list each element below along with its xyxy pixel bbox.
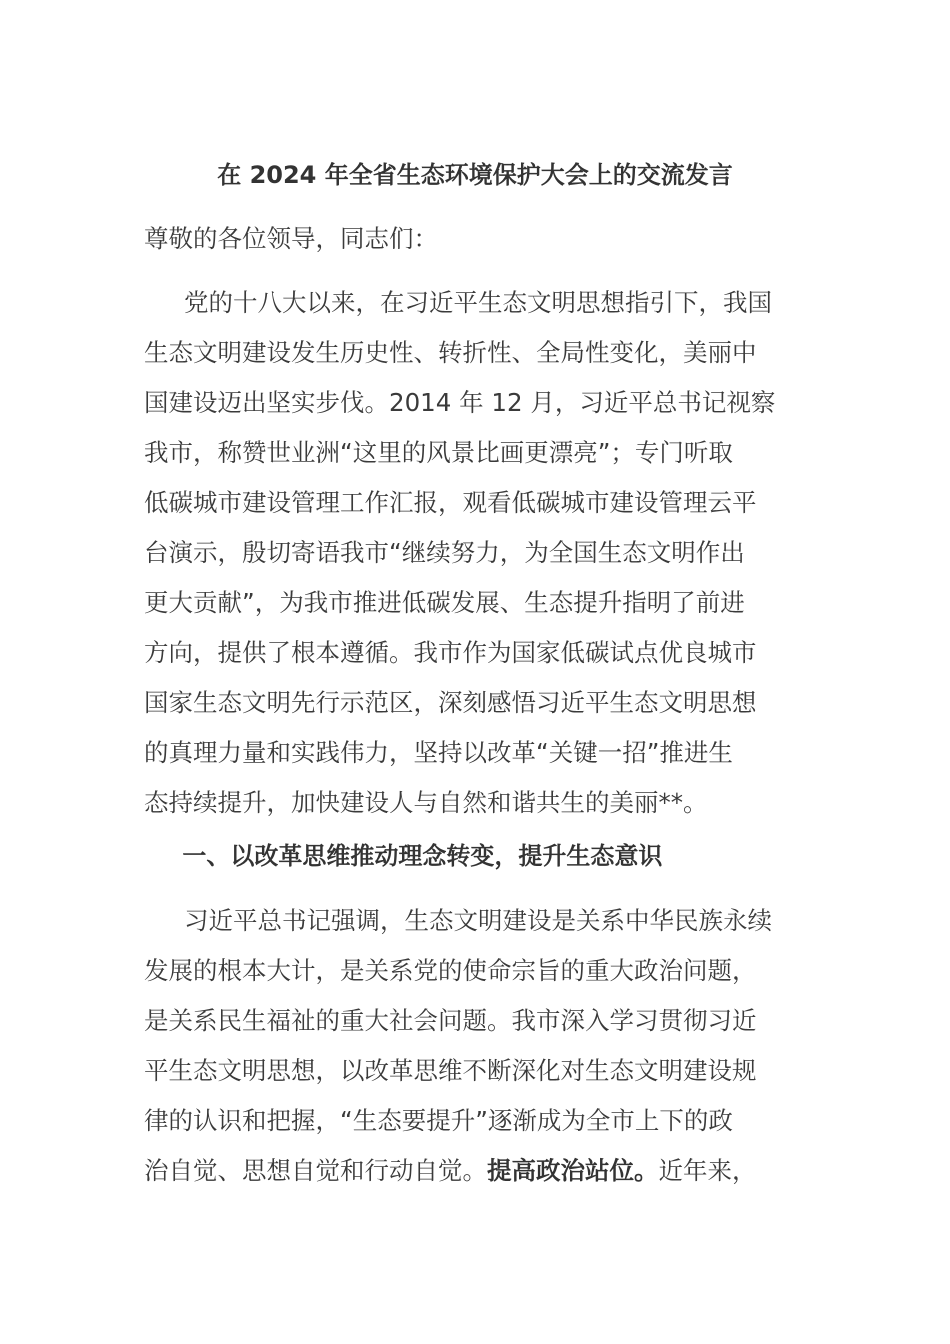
salutation: 尊敬的各位领导，同志们： <box>144 224 438 253</box>
paragraph-line: 国建设迈出坚实步伐。2014 年 12 月，习近平总书记视察 <box>144 388 776 417</box>
paragraph-line: 是关系民生福祉的重大社会问题。我市深入学习贯彻习近 <box>144 1006 757 1035</box>
paragraph-line: 方向，提供了根本遵循。我市作为国家低碳试点优良城市 <box>144 638 757 667</box>
paragraph-line: 更大贡献”，为我市推进低碳发展、生态提升指明了前进 <box>144 588 745 617</box>
bold-key-phrase: 提高政治站位。 <box>487 1156 659 1185</box>
paragraph-line: 平生态文明思想，以改革思维不断深化对生态文明建设规 <box>144 1056 757 1085</box>
paragraph-line: 发展的根本大计，是关系党的使命宗旨的重大政治问题， <box>144 956 757 985</box>
paragraph-line: 的真理力量和实践伟力，坚持以改革“关键一招”推进生 <box>144 738 733 767</box>
paragraph-intro <box>144 278 806 828</box>
paragraph-line: 党的十八大以来，在习近平生态文明思想指引下，我国 <box>184 288 772 317</box>
paragraph-line: 律的认识和把握，“生态要提升”逐渐成为全市上下的政 <box>144 1106 733 1135</box>
text-run: 近年来， <box>658 1156 757 1185</box>
section-heading: 一、以改革思维推动理念转变，提升生态意识 <box>182 842 663 870</box>
paragraph-line: 台演示，殷切寄语我市“继续努力，为全国生态文明作出 <box>144 538 745 567</box>
paragraph-line: 习近平总书记强调，生态文明建设是关系中华民族永续 <box>184 906 772 935</box>
document-title: 在 2024 年全省生态环境保护大会上的交流发言 <box>217 161 733 189</box>
paragraph-line: 国家生态文明先行示范区，深刻感悟习近平生态文明思想 <box>144 688 757 717</box>
paragraph-line-last <box>144 1146 806 1196</box>
paragraph-line: 态持续提升，加快建设人与自然和谐共生的美丽**。 <box>144 788 708 817</box>
text-run: 治自觉、思想自觉和行动自觉。 <box>144 1156 487 1185</box>
paragraph-line: 生态文明建设发生历史性、转折性、全局性变化，美丽中 <box>144 338 757 367</box>
paragraph-section1 <box>144 896 806 1196</box>
paragraph-line: 低碳城市建设管理工作汇报，观看低碳城市建设管理云平 <box>144 488 757 517</box>
paragraph-line: 我市，称赞世业洲“这里的风景比画更漂亮”；专门听取 <box>144 438 733 467</box>
